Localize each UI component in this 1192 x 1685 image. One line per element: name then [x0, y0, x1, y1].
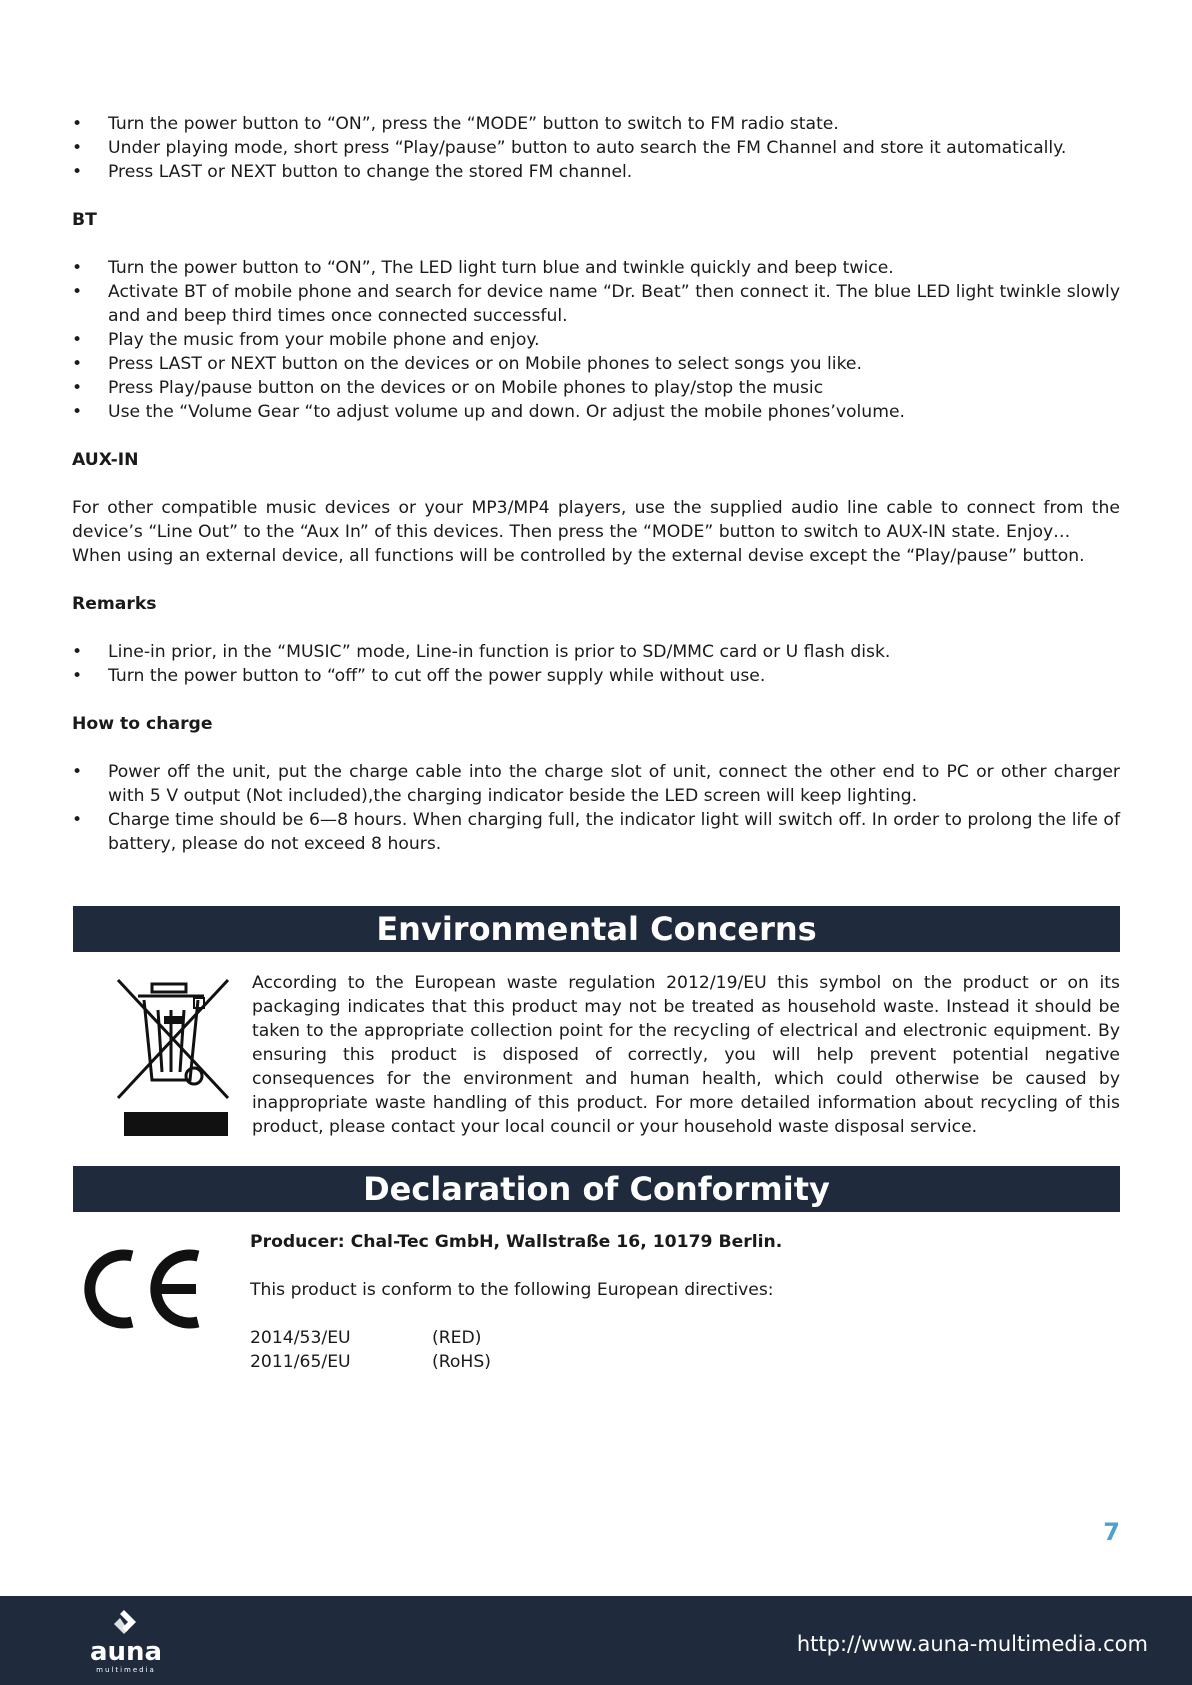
conformity-banner: Declaration of Conformity [73, 1166, 1120, 1212]
list-item: • Turn the power button to “off” to cut off the power supply while without use. [72, 664, 1120, 688]
bt-list [72, 256, 1120, 424]
directive-name: (RED) [432, 1328, 482, 1348]
directives-intro: This product is conform to the following European directives: [250, 1280, 774, 1300]
remarks-heading: Remarks [72, 594, 157, 614]
page-number: 7 [1103, 1518, 1120, 1546]
aux-text-1: For other compatible music devices or your MP3/MP4 players, use the supplied audio line cable to connect from the device’s “Line Out” to the “Aux In” of this devices. Then press the “MODE” button to switch to AUX-IN state. Enjoy… [72, 498, 1120, 542]
remarks-list [72, 640, 1120, 688]
manual-body [72, 112, 1120, 856]
charge-list [72, 760, 1120, 856]
directive-row [250, 1326, 1120, 1350]
list-item: • Press LAST or NEXT button on the devices or on Mobile phones to select songs you like. [72, 352, 1120, 376]
charge-heading: How to charge [72, 714, 213, 734]
list-item: • Power off the unit, put the charge cable into the charge slot of unit, connect the other end to PC or other charger with 5 V output (Not included),the charging indicator beside the LED screen will keep lighting. [72, 760, 1120, 808]
footer [0, 1596, 1192, 1685]
producer: Producer: Chal-Tec GmbH, Wallstraße 16, 10179 Berlin. [250, 1232, 783, 1252]
list-item: • Turn the power button to “ON”, The LED light turn blue and twinkle quickly and beep twice. [72, 256, 1120, 280]
svg-text:multimedia: multimedia [96, 1666, 156, 1674]
aux-heading: AUX-IN [72, 450, 139, 470]
bt-heading: BT [72, 210, 97, 230]
environment-text: According to the European waste regulation 2012/19/EU this symbol on the product or on its packaging indicates that this product may not be treated as household waste. Instead it should be taken to the appropriate collection point for the recycling of electrical and electronic equipment. By ensuring this product is disposed of correctly, you will help prevent potential negative consequences for the environment and human health, which could otherwise be caused by inappropriate waste handling of this product. For more detailed information about recycling of this product, please contact your local council or your household waste disposal service. [252, 973, 1120, 1137]
environment-banner: Environmental Concerns [73, 906, 1120, 952]
list-item: • Press Play/pause button on the devices or on Mobile phones to play/stop the music [72, 376, 1120, 400]
conformity-details [250, 1230, 1120, 1374]
footer-url[interactable]: http://www.auna-multimedia.com [796, 1632, 1148, 1656]
directive-row [250, 1350, 1120, 1374]
list-item: • Turn the power button to “ON”, press the “MODE” button to switch to FM radio state. [72, 112, 1120, 136]
fm-list [72, 112, 1120, 184]
directive-code: 2014/53/EU [250, 1328, 351, 1348]
aux-paragraph [72, 496, 1120, 568]
auna-logo [70, 1604, 182, 1680]
list-item: • Under playing mode, short press “Play/pause” button to auto search the FM Channel and store it automatically. [72, 136, 1120, 160]
crossed-bin-icon [114, 976, 234, 1142]
ce-mark-icon [80, 1244, 206, 1338]
list-item: • Activate BT of mobile phone and search for device name “Dr. Beat” then connect it. The blue LED light twinkle slowly and and beep third times once connected successful. [72, 280, 1120, 328]
list-item: • Use the “Volume Gear “to adjust volume up and down. Or adjust the mobile phones’volume. [72, 400, 1120, 424]
list-item: • Charge time should be 6—8 hours. When charging full, the indicator light will switch off. In order to prolong the life of battery, please do not exceed 8 hours. [72, 808, 1120, 856]
aux-text-2: When using an external device, all functions will be controlled by the external devise except the “Play/pause” button. [72, 546, 1085, 566]
directive-name: (RoHS) [432, 1352, 491, 1372]
svg-text:auna: auna [89, 1637, 163, 1667]
list-item: • Press LAST or NEXT button to change the stored FM channel. [72, 160, 1120, 184]
directive-code: 2011/65/EU [250, 1352, 351, 1372]
list-item: • Play the music from your mobile phone and enjoy. [72, 328, 1120, 352]
list-item: • Line-in prior, in the “MUSIC” mode, Line-in function is prior to SD/MMC card or U flash disk. [72, 640, 1120, 664]
